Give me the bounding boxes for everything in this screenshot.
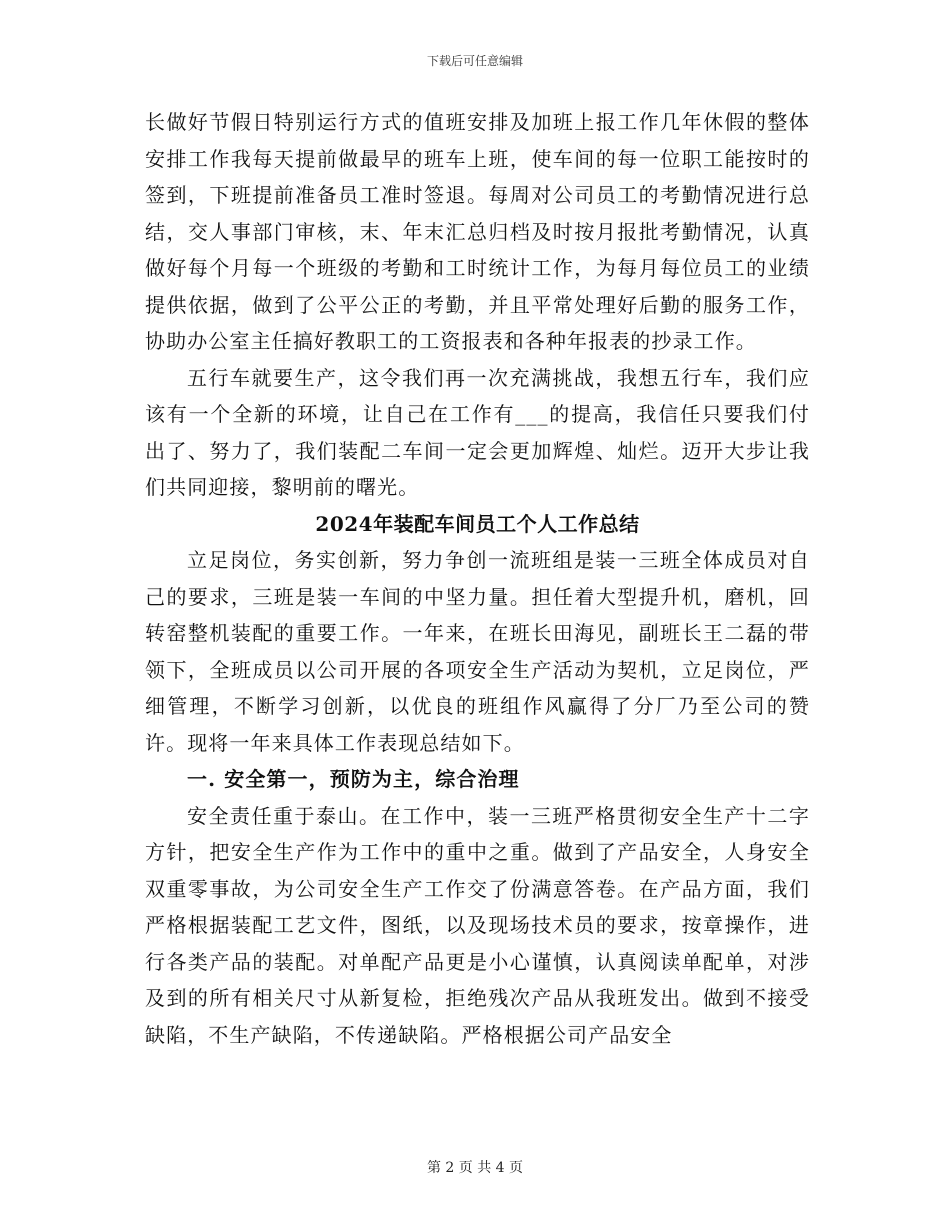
document-body xyxy=(145,104,810,1053)
section-title: 2024年装配车间员工个人工作总结 xyxy=(315,511,640,536)
paragraph-continued: 长做好节假日特别运行方式的值班安排及加班上报工作几年休假的整体安排工作我每天提前做最早的班车上班，使车间的每一位职工能按时的签到，下班提前准备员工准时签退。每周对公司员工的考勤情况进行总结，交人事部门审核，末、年末汇总归档及时按月报批考勤情况，认真做好每个月每一个班级的考勤和工时统计工作，为每月每位员工的业绩提供依据，做到了公平公正的考勤，并且平常处理好后勤的服务工作，协助办公室主任搞好教职工的工资报表和各种年报表的抄录工作。 xyxy=(145,110,810,353)
paragraph: 安全责任重于泰山。在工作中，装一三班严格贯彻安全生产十二字方针，把安全生产作为工作中的重中之重。做到了产品安全，人身安全双重零事故，为公司安全生产工作交了份满意答卷。在产品方面，我们严格根据装配工艺文件，图纸，以及现场技术员的要求，按章操作，进行各类产品的装配。对单配产品更是小心谨慎，认真阅读单配单，对涉及到的所有相关尺寸从新复检，拒绝残次产品从我班发出。做到不接受缺陷，不生产缺陷，不传递缺陷。严格根据公司产品安全 xyxy=(145,803,810,1047)
paragraph: 立足岗位，务实创新，努力争创一流班组是装一三班全体成员对自己的要求，三班是装一车间的中坚力量。担任着大型提升机，磨机，回转窑整机装配的重要工作。一年来，在班长田海见，副班长王二磊的带领下，全班成员以公司开展的各项安全生产活动为契机，立足岗位，严细管理，不断学习创新，以优良的班组作风赢得了分厂乃至公司的赞许。现将一年来具体工作表现总结如下。 xyxy=(145,548,810,755)
subsection-heading: 一. 安全第一，预防为主，综合治理 xyxy=(187,767,520,791)
page-header: 下载后可任意编辑 xyxy=(426,54,523,68)
paragraph: 五行车就要生产，这令我们再一次充满挑战，我想五行车，我们应该有一个全新的环境，让自己在工作有___的提高，我信任只要我们付出了、努力了，我们装配二车间一定会更加辉煌、灿烂。迈开大步让我们共同迎接，黎明前的曙光。 xyxy=(145,365,810,499)
page-footer: 第 2 页 共 4 页 xyxy=(426,1160,524,1176)
